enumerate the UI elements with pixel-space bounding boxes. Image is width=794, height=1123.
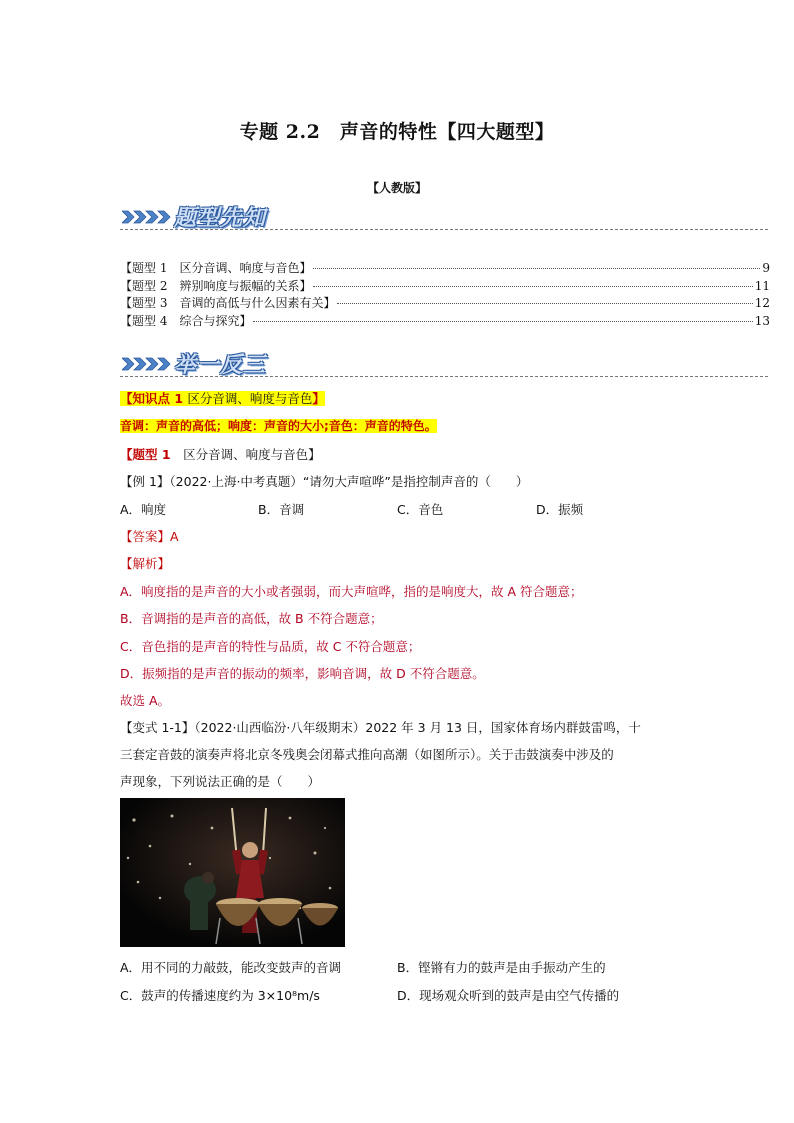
toc-item-page: 13 [754,313,770,328]
analysis-line: D．振频指的是声音的振动的频率，影响音调，故 D 不符合题意。 [120,666,485,681]
variant-option-a: A．用不同的力敲鼓，能改变鼓声的音调 [120,960,342,975]
variant-question-line: 声现象，下列说法正确的是（ ） [120,774,321,789]
toc-item-page: 11 [754,278,770,293]
toc-leader-dots [313,286,752,287]
answer-label: 【答案】A [120,529,179,544]
table-of-contents [120,259,770,329]
drummer-performance-photo [120,798,345,947]
type-topic: 区分音调、响度与音色】 [170,447,321,462]
toc-item-label: 【题型 4 综合与探究】 [120,313,252,328]
toc-item-page: 12 [754,296,770,310]
section-banner-practice [120,348,768,378]
toc-item-label: 【题型 3 音调的高低与什么因素有关】 [120,296,336,310]
variant-option-b: B．铿锵有力的鼓声是由手振动产生的 [397,960,606,975]
question-type-heading [120,445,321,463]
toc-item[interactable] [120,312,770,330]
page-title: 专题 2.2 声音的特性【四大题型】 [239,121,555,143]
chevron-arrows-icon [122,210,174,224]
variant-option-d: D．现场观众听到的鼓声是由空气传播的 [397,988,620,1003]
variant-question-line: 三套定音鼓的演奏声将北京冬残奥会闭幕式推向高潮（如图所示）。关于击鼓演奏中涉及的 [120,747,614,762]
option-a: A．响度 [120,502,167,517]
type-prefix: 【题型 1 [120,447,171,462]
toc-item[interactable] [120,277,770,295]
analysis-line: A．响度指的是声音的大小或者强弱，而大声喧哗，指的是响度大，故 A 符合题意； [120,584,583,599]
knowledge-point-heading [120,389,325,407]
toc-leader-dots [313,268,760,269]
toc-item-page: 9 [762,261,770,275]
analysis-line: B．音调指的是声音的高低，故 B 不符合题意； [120,611,383,626]
toc-item[interactable] [120,294,770,312]
analysis-label: 【解析】 [120,556,171,571]
toc-item-label: 【题型 1 区分音调、响度与音色】 [120,261,312,275]
option-b: B．音调 [258,502,305,517]
option-d: D．振频 [536,502,584,517]
section-banner-type-preview [120,201,768,231]
conclusion-line: 故选 A。 [120,693,171,708]
knowledge-text-content: 音调：声音的高低；响度：声音的大小;音色：声音的特色。 [120,419,437,433]
toc-leader-dots [337,303,752,304]
banner-title: 题型先知 [174,205,267,231]
knowledge-text [120,417,437,434]
edition-label: 【人教版】 [366,181,427,195]
variant-question-line: 【变式 1-1】（2022·山西临汾·八年级期末）2022 年 3 月 13 日，国家体育场内群鼓雷鸣，十 [120,720,641,735]
option-c: C．音色 [397,502,444,517]
analysis-line: C．音色指的是声音的特性与品质，故 C 不符合题意； [120,639,421,654]
dashed-divider [120,376,768,377]
toc-leader-dots [253,321,752,322]
chevron-arrows-icon [122,357,174,371]
banner-title: 举一反三 [174,352,267,378]
knowledge-suffix: 】 [312,391,325,406]
example-question: 【例 1】（2022·上海·中考真题）“请勿大声喧哗”是指控制声音的（ ） [120,474,529,489]
dashed-divider [120,229,768,230]
toc-item[interactable] [120,259,770,277]
toc-item-label: 【题型 2 辨别响度与振幅的关系】 [120,278,312,293]
knowledge-topic: 区分音调、响度与音色 [187,391,313,406]
variant-option-c: C．鼓声的传播速度约为 3×10⁸m/s [120,988,320,1003]
knowledge-prefix: 【知识点 1 [120,391,188,406]
